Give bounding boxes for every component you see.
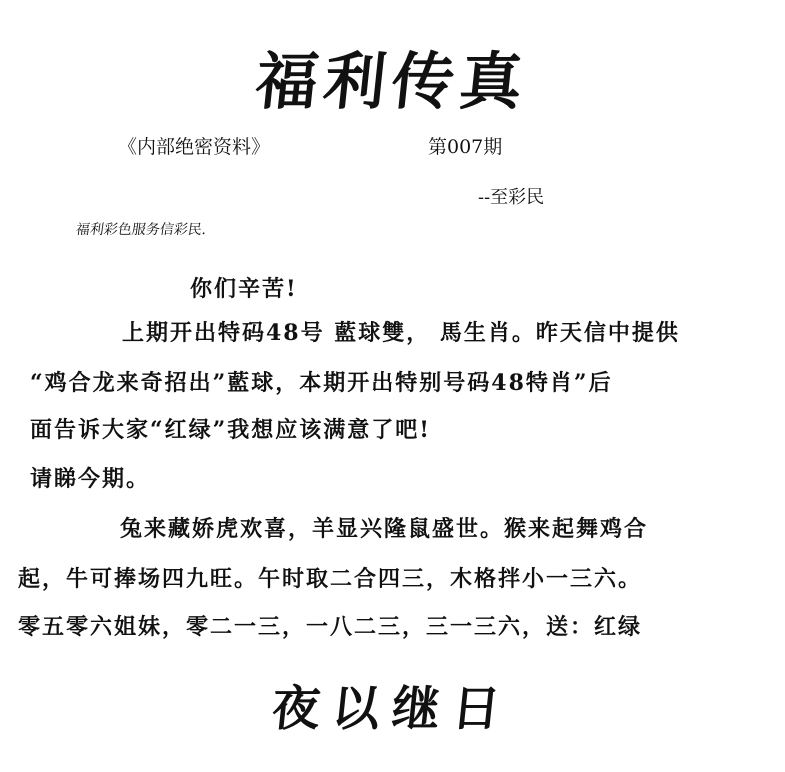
recipient-line: --至彩民 — [478, 187, 545, 208]
address-line: 福利彩色服务信彩民. — [74, 222, 208, 238]
subtitle-confidential: 《内部绝密资料》 — [118, 136, 271, 158]
greeting: 你们辛苦! — [190, 276, 298, 302]
page-title: 福利传真 — [252, 45, 532, 118]
paragraph-line: 上期开出特码48号 藍球雙， 馬生肖。昨天信中提供 — [122, 320, 680, 346]
paragraph-line: 请睇今期。 — [30, 466, 151, 492]
footer-slogan: 夜以继日 — [269, 681, 515, 737]
paragraph-line: 面告诉大家“红绿”我想应该满意了吧! — [30, 417, 431, 443]
paragraph-line: 零五零六姐妹，零二一三，一八二三，三一三六，送：红绿 — [18, 614, 643, 640]
issue-number: 第007期 — [428, 136, 503, 158]
paragraph-line: 兔来藏娇虎欢喜，羊显兴隆鼠盛世。猴来起舞鸡合 — [120, 516, 649, 542]
paragraph-line: 起，牛可捧场四九旺。午时取二合四三，木格拌小一三六。 — [18, 566, 643, 592]
paragraph-line: “鸡合龙来奇招出”藍球，本期开出特别号码48特肖”后 — [30, 370, 613, 396]
